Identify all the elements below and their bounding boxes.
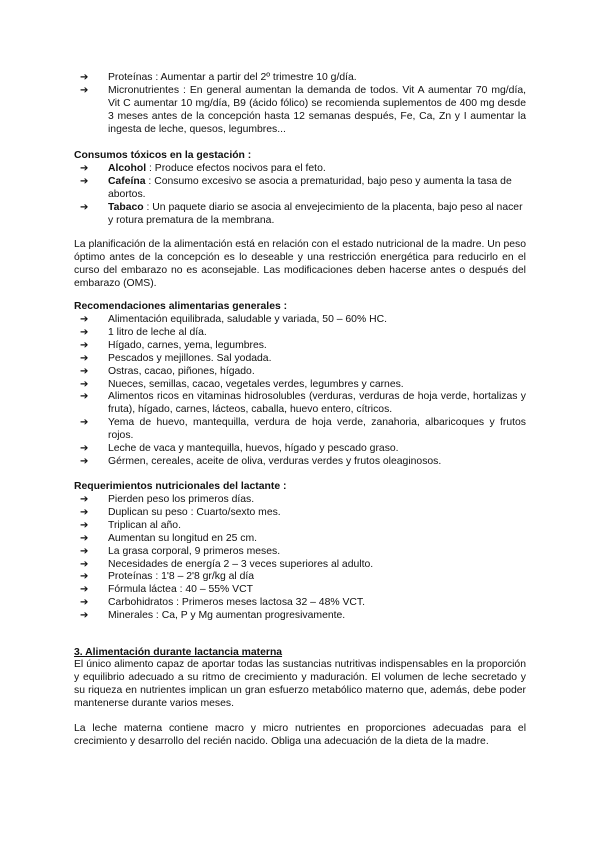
list-item: ➔ 1 litro de leche al día. bbox=[80, 326, 207, 338]
arrow-icon: ➔ bbox=[80, 545, 89, 557]
arrow-icon: ➔ bbox=[80, 314, 89, 325]
nutrient-list bbox=[74, 72, 526, 137]
arrow-icon: ➔ bbox=[80, 378, 89, 390]
arrow-icon: ➔ bbox=[80, 163, 89, 174]
list-item: ➔ Cafeína : Consumo excesivo se asocia a prematuridad, bajo peso y aumenta la tasa de abortos. bbox=[80, 175, 512, 200]
list-item: ➔ Duplican su peso : Cuarto/sexto mes. bbox=[80, 506, 281, 518]
arrow-icon: ➔ bbox=[80, 84, 89, 96]
list-item: ➔ Micronutrientes : En general aumentan la demanda de todos. Vit A aumentar 70 mg/día, Vit C aumentar 10 mg/día, B9 (ácido fólico) se recomienda suplementos de 400 mg desde 3 meses antes de la concepción hasta 12 semanas después, Fe, Ca, Zn y I aumentar la ingesta de leche, quesos, legumbres... bbox=[80, 84, 526, 135]
arrow-icon: ➔ bbox=[80, 391, 89, 403]
list-item: ➔ Minerales : Ca, P y Mg aumentan progresivamente. bbox=[80, 610, 346, 622]
list-item: ➔ Gérmen, cereales, aceite de oliva, verduras verdes y frutos oleaginosos. bbox=[80, 455, 442, 467]
arrow-icon: ➔ bbox=[80, 532, 89, 544]
recomendaciones-list bbox=[74, 314, 526, 469]
section-heading-toxicos: Consumos tóxicos en la gestación : bbox=[74, 150, 252, 161]
list-item: ➔ Triplican al año. bbox=[80, 519, 181, 531]
list-item: ➔ Alimentación equilibrada, saludable y variada, 50 – 60% HC. bbox=[80, 314, 387, 325]
arrow-icon: ➔ bbox=[80, 175, 89, 187]
list-item: ➔ Carbohidratos : Primeros meses lactosa 32 – 48% VCT. bbox=[80, 597, 365, 609]
arrow-icon: ➔ bbox=[80, 519, 89, 531]
list-item: ➔ Nueces, semillas, cacao, vegetales verdes, legumbres y carnes. bbox=[80, 378, 404, 390]
arrow-icon: ➔ bbox=[80, 339, 89, 351]
lactancia-paragraph-1: El único alimento capaz de aportar todas las sustancias nutritivas indispensables en la proporción y equilibrio adecuado a su ritmo de crecimiento y maduración. El volumen de leche secretado y su riqueza en nutrientes implican un gran esfuerzo metabólico materno que, además, debe poder mantenerse durante varios meses. bbox=[74, 659, 526, 709]
list-item: ➔ Pescados y mejillones. Sal yodada. bbox=[80, 352, 272, 364]
arrow-icon: ➔ bbox=[80, 326, 89, 338]
arrow-icon: ➔ bbox=[80, 352, 89, 364]
section-heading-lactancia: 3. Alimentación durante lactancia materna bbox=[74, 647, 283, 658]
lactancia-paragraph-2: La leche materna contiene macro y micro nutrientes en proporciones adecuadas para el crecimiento y desarrollo del recién nacido. Obliga una adecuación de la dieta de la madre. bbox=[74, 723, 526, 747]
list-item: ➔ Hígado, carnes, yema, legumbres. bbox=[80, 339, 267, 351]
arrow-icon: ➔ bbox=[80, 72, 89, 83]
list-item: ➔ Tabaco : Un paquete diario se asocia al envejecimiento de la placenta, bajo peso al nacer y rotura prematura de la membrana. bbox=[80, 201, 523, 226]
list-item: ➔ Aumentan su longitud en 25 cm. bbox=[80, 532, 258, 544]
arrow-icon: ➔ bbox=[80, 558, 89, 570]
arrow-icon: ➔ bbox=[80, 365, 89, 377]
planificacion-paragraph: La planificación de la alimentación está en relación con el estado nutricional de la madre. Un peso óptimo antes de la concepción es lo deseable y una restricción energética para reducirlo en el curso del embarazo no es aconsejable. Las modificaciones deben hacerse antes o después del embarazo (OMS). bbox=[74, 239, 526, 289]
arrow-icon: ➔ bbox=[80, 597, 89, 609]
arrow-icon: ➔ bbox=[80, 494, 89, 505]
arrow-icon: ➔ bbox=[80, 506, 89, 518]
list-item: ➔ Yema de huevo, mantequilla, verdura de hoja verde, zanahoria, albaricoques y frutos rojos. bbox=[80, 417, 526, 442]
arrow-icon: ➔ bbox=[80, 443, 89, 455]
lactante-list bbox=[74, 494, 526, 623]
list-item: ➔ Alcohol : Produce efectos nocivos para el feto. bbox=[80, 163, 326, 174]
list-item: ➔ Fórmula láctea : 40 – 55% VCT bbox=[80, 584, 253, 596]
list-item: ➔ Pierden peso los primeros días. bbox=[80, 494, 255, 505]
list-item: ➔ Ostras, cacao, piñones, hígado. bbox=[80, 365, 255, 377]
list-item: ➔ Leche de vaca y mantequilla, huevos, hígado y pescado graso. bbox=[80, 443, 399, 455]
arrow-icon: ➔ bbox=[80, 455, 89, 467]
section-heading-recomendaciones: Recomendaciones alimentarias generales : bbox=[74, 301, 288, 312]
list-item: ➔ Necesidades de energía 2 – 3 veces superiores al adulto. bbox=[80, 558, 374, 570]
section-heading-lactante: Requerimientos nutricionales del lactante : bbox=[74, 481, 287, 492]
list-item: ➔ Proteínas : Aumentar a partir del 2º trimestre 10 g/día. bbox=[80, 72, 357, 83]
arrow-icon: ➔ bbox=[80, 610, 89, 622]
list-item: ➔ Alimentos ricos en vitaminas hidrosolubles (verduras, verduras de hoja verde, hortalizas y fruta), hígado, carnes, lácteos, caballa, huevo entero, cítricos. bbox=[80, 391, 526, 416]
arrow-icon: ➔ bbox=[80, 417, 89, 429]
list-item: ➔ Proteínas : 1'8 – 2'8 gr/kg al día bbox=[80, 571, 255, 583]
toxicos-list bbox=[74, 163, 526, 228]
arrow-icon: ➔ bbox=[80, 571, 89, 583]
arrow-icon: ➔ bbox=[80, 201, 89, 213]
arrow-icon: ➔ bbox=[80, 584, 89, 596]
list-item: ➔ La grasa corporal, 9 primeros meses. bbox=[80, 545, 281, 557]
